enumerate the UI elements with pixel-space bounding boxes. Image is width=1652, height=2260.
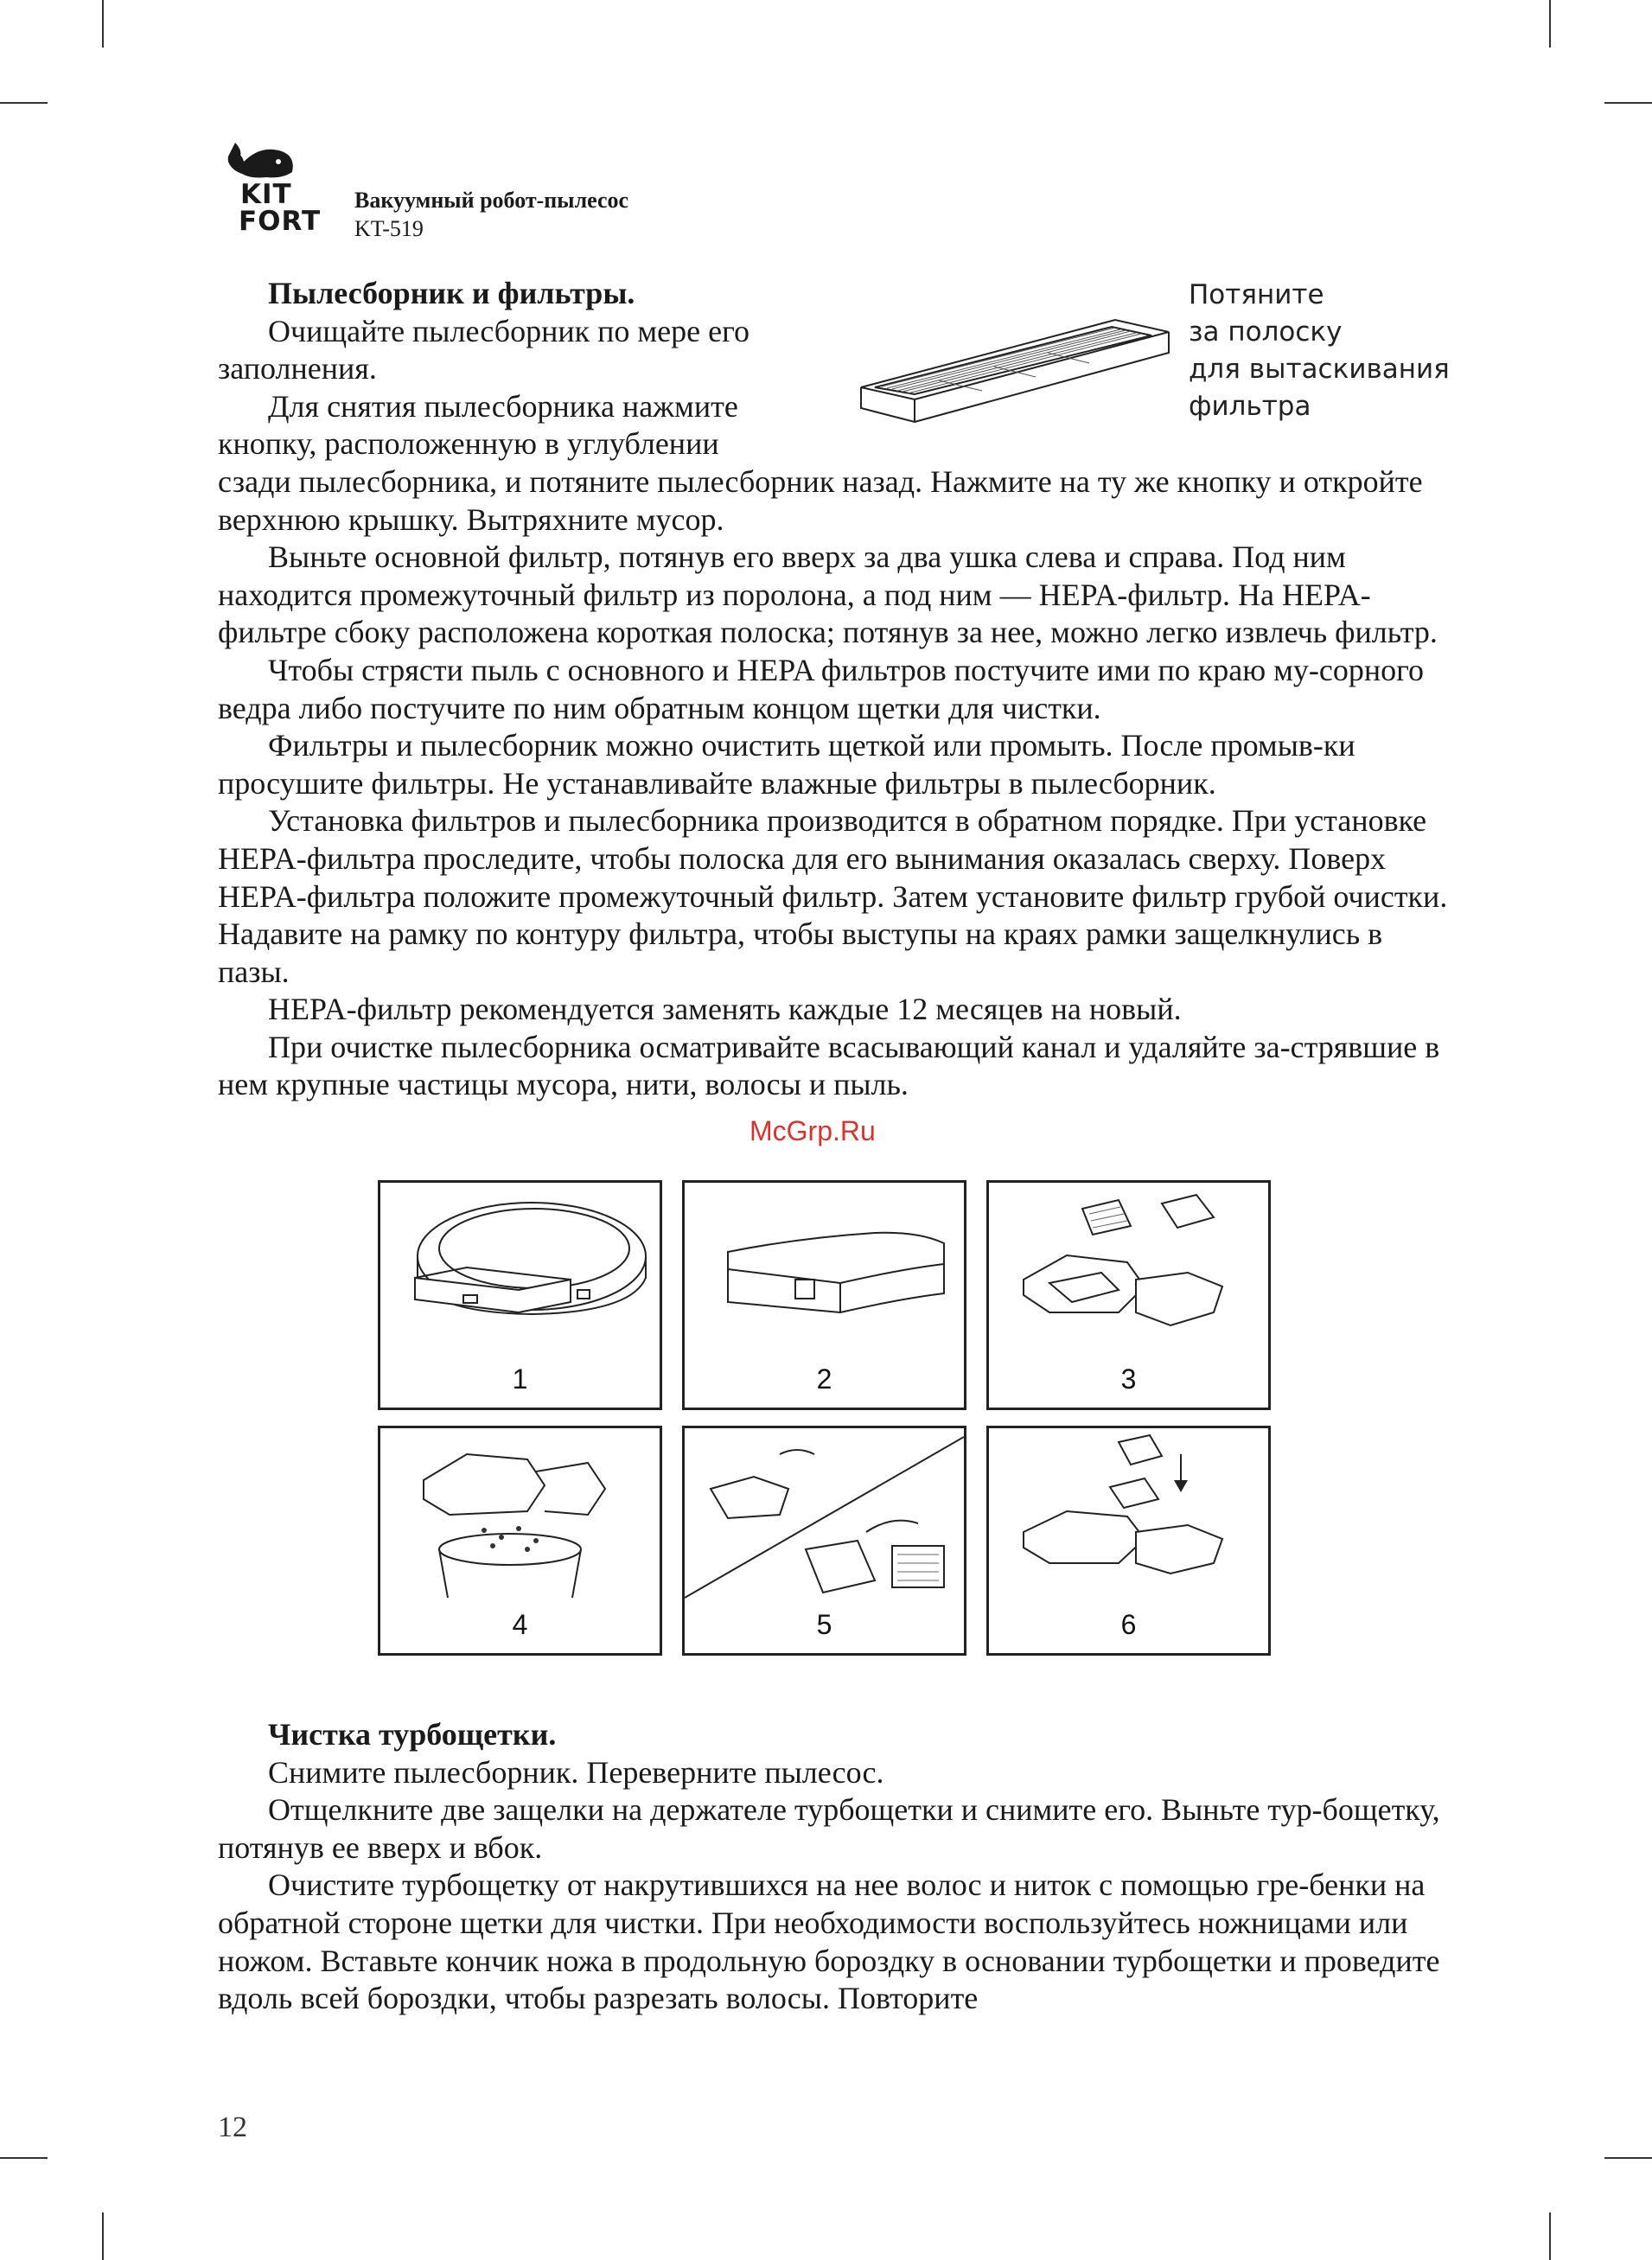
paragraph: Фильтры и пылесборник можно очистить щеткой или промыть. После промыв-ки просушите фильтры. Не устанавливайте влажные фильтры в пылесборник. [218,728,1355,801]
step-panel-2 [682,1180,966,1410]
paragraph: При очистке пылесборника осматривайте всасывающий канал и удаляйте за-стрявшие в нем крупные частицы мусора, нити, волосы и пыль. [218,1029,1440,1102]
step-panel-3 [986,1180,1271,1410]
section-intro-column [218,275,814,463]
product-model: KT-519 [354,216,424,241]
hepa-filter-illustration [856,301,1176,431]
paragraph: Очищайте пылесборник по мере его заполнения. [218,313,749,386]
caption-line: за полоску [1189,316,1343,348]
step-number: 2 [816,1363,832,1395]
step-number: 1 [512,1363,528,1395]
brand-line2: FORT [239,206,322,237]
dustbin-illustration [685,1183,964,1356]
open-dustbin-filters-illustration [989,1183,1268,1356]
filter-caption [1189,277,1450,425]
product-title: Вакуумный робот-пылесос [354,188,629,213]
caption-line: для вытаскивания [1189,354,1450,385]
paragraph: Для снятия пылесборника нажмите кнопку, расположенную в углублении [218,388,738,462]
robot-with-dustbin-illustration [380,1183,660,1356]
paragraph: Выньте основной фильтр, потянув его вверх за два ушка слева и справа. Под ним находится промежуточный фильтр из поролона, а под ним — HEPA-фильтр. На HEPA-фильтре сбоку расположена короткая полоска; потянув за нее, можно легко извлечь фильтр. [218,539,1438,650]
caption-line: фильтра [1189,391,1311,422]
section-heading: Пылесборник и фильтры. [268,276,635,310]
paragraph: Чтобы стрясти пыль с основного и HEPA фильтров постучите ими по краю му-сорного ведра либо постучите по ним обратным концом щетки для чистки. [218,652,1424,725]
crop-mark [0,102,48,104]
step-number: 3 [1120,1363,1137,1395]
step-number: 5 [816,1609,832,1640]
crop-mark [102,0,104,48]
paragraph: HEPA-фильтр рекомендуется заменять каждые 12 месяцев на новый. [268,992,1182,1027]
cleaning-filters-illustration [685,1428,964,1601]
installing-filters-illustration [989,1428,1268,1601]
step-illustrations [378,1180,1273,1657]
step-panel-4 [378,1426,662,1656]
step-number: 6 [1120,1609,1137,1640]
step-panel-1 [378,1180,662,1410]
paragraph: Отщелкните две защелки на держателе турбощетки и снимите его. Выньте тур-бощетку, потянув ее вверх и вбок. [218,1792,1440,1865]
paragraph: сзади пылесборника, и потяните пылесборник назад. Нажмите на ту же кнопку и откройте верхнюю крышку. Вытряхните мусор. [218,463,1423,537]
crop-mark [1604,2157,1652,2159]
section-heading: Чистка турбощетки. [268,1717,557,1752]
brand-wordmark [239,179,322,237]
step-number: 4 [512,1609,528,1640]
caption-line: Потяните [1189,279,1324,310]
paragraph: Очистите турбощетку от накрутившихся на нее волос и ниток с помощью гре-бенки на обратной стороне щетки для чистки. При необходимости воспользуйтесь ножницами или ножом. Вставьте кончик ножа в продольную бороздку в основании турбощетки и проведите вдоль всей бороздки, чтобы разрезать волосы. Повторите [218,1867,1440,2016]
paragraph: Установка фильтров и пылесборника производится в обратном порядке. При установке HEPA-фильтра проследите, чтобы полоска для его вынимания оказалась сверху. Поверх HEPA-фильтра положите промежуточный фильтр. Затем установите фильтр грубой очистки. Надавите на рамку по контуру фильтра, чтобы выступы на краях рамки защелкнулись в пазы. [218,803,1448,989]
emptying-dustbin-illustration [380,1428,660,1601]
crop-mark [1549,0,1551,48]
step-panel-5 [682,1426,966,1656]
section-turbobrush [218,1716,1454,2018]
step-panel-6 [986,1426,1271,1656]
page-number: 12 [218,2111,247,2143]
crop-mark [1604,102,1652,104]
crop-mark [102,2212,104,2260]
paragraph: Снимите пылесборник. Переверните пылесос. [268,1754,884,1790]
crop-mark [0,2157,48,2159]
crop-mark [1549,2212,1551,2260]
brand-line1: KIT [240,179,292,210]
watermark: McGrp.Ru [749,1115,876,1146]
